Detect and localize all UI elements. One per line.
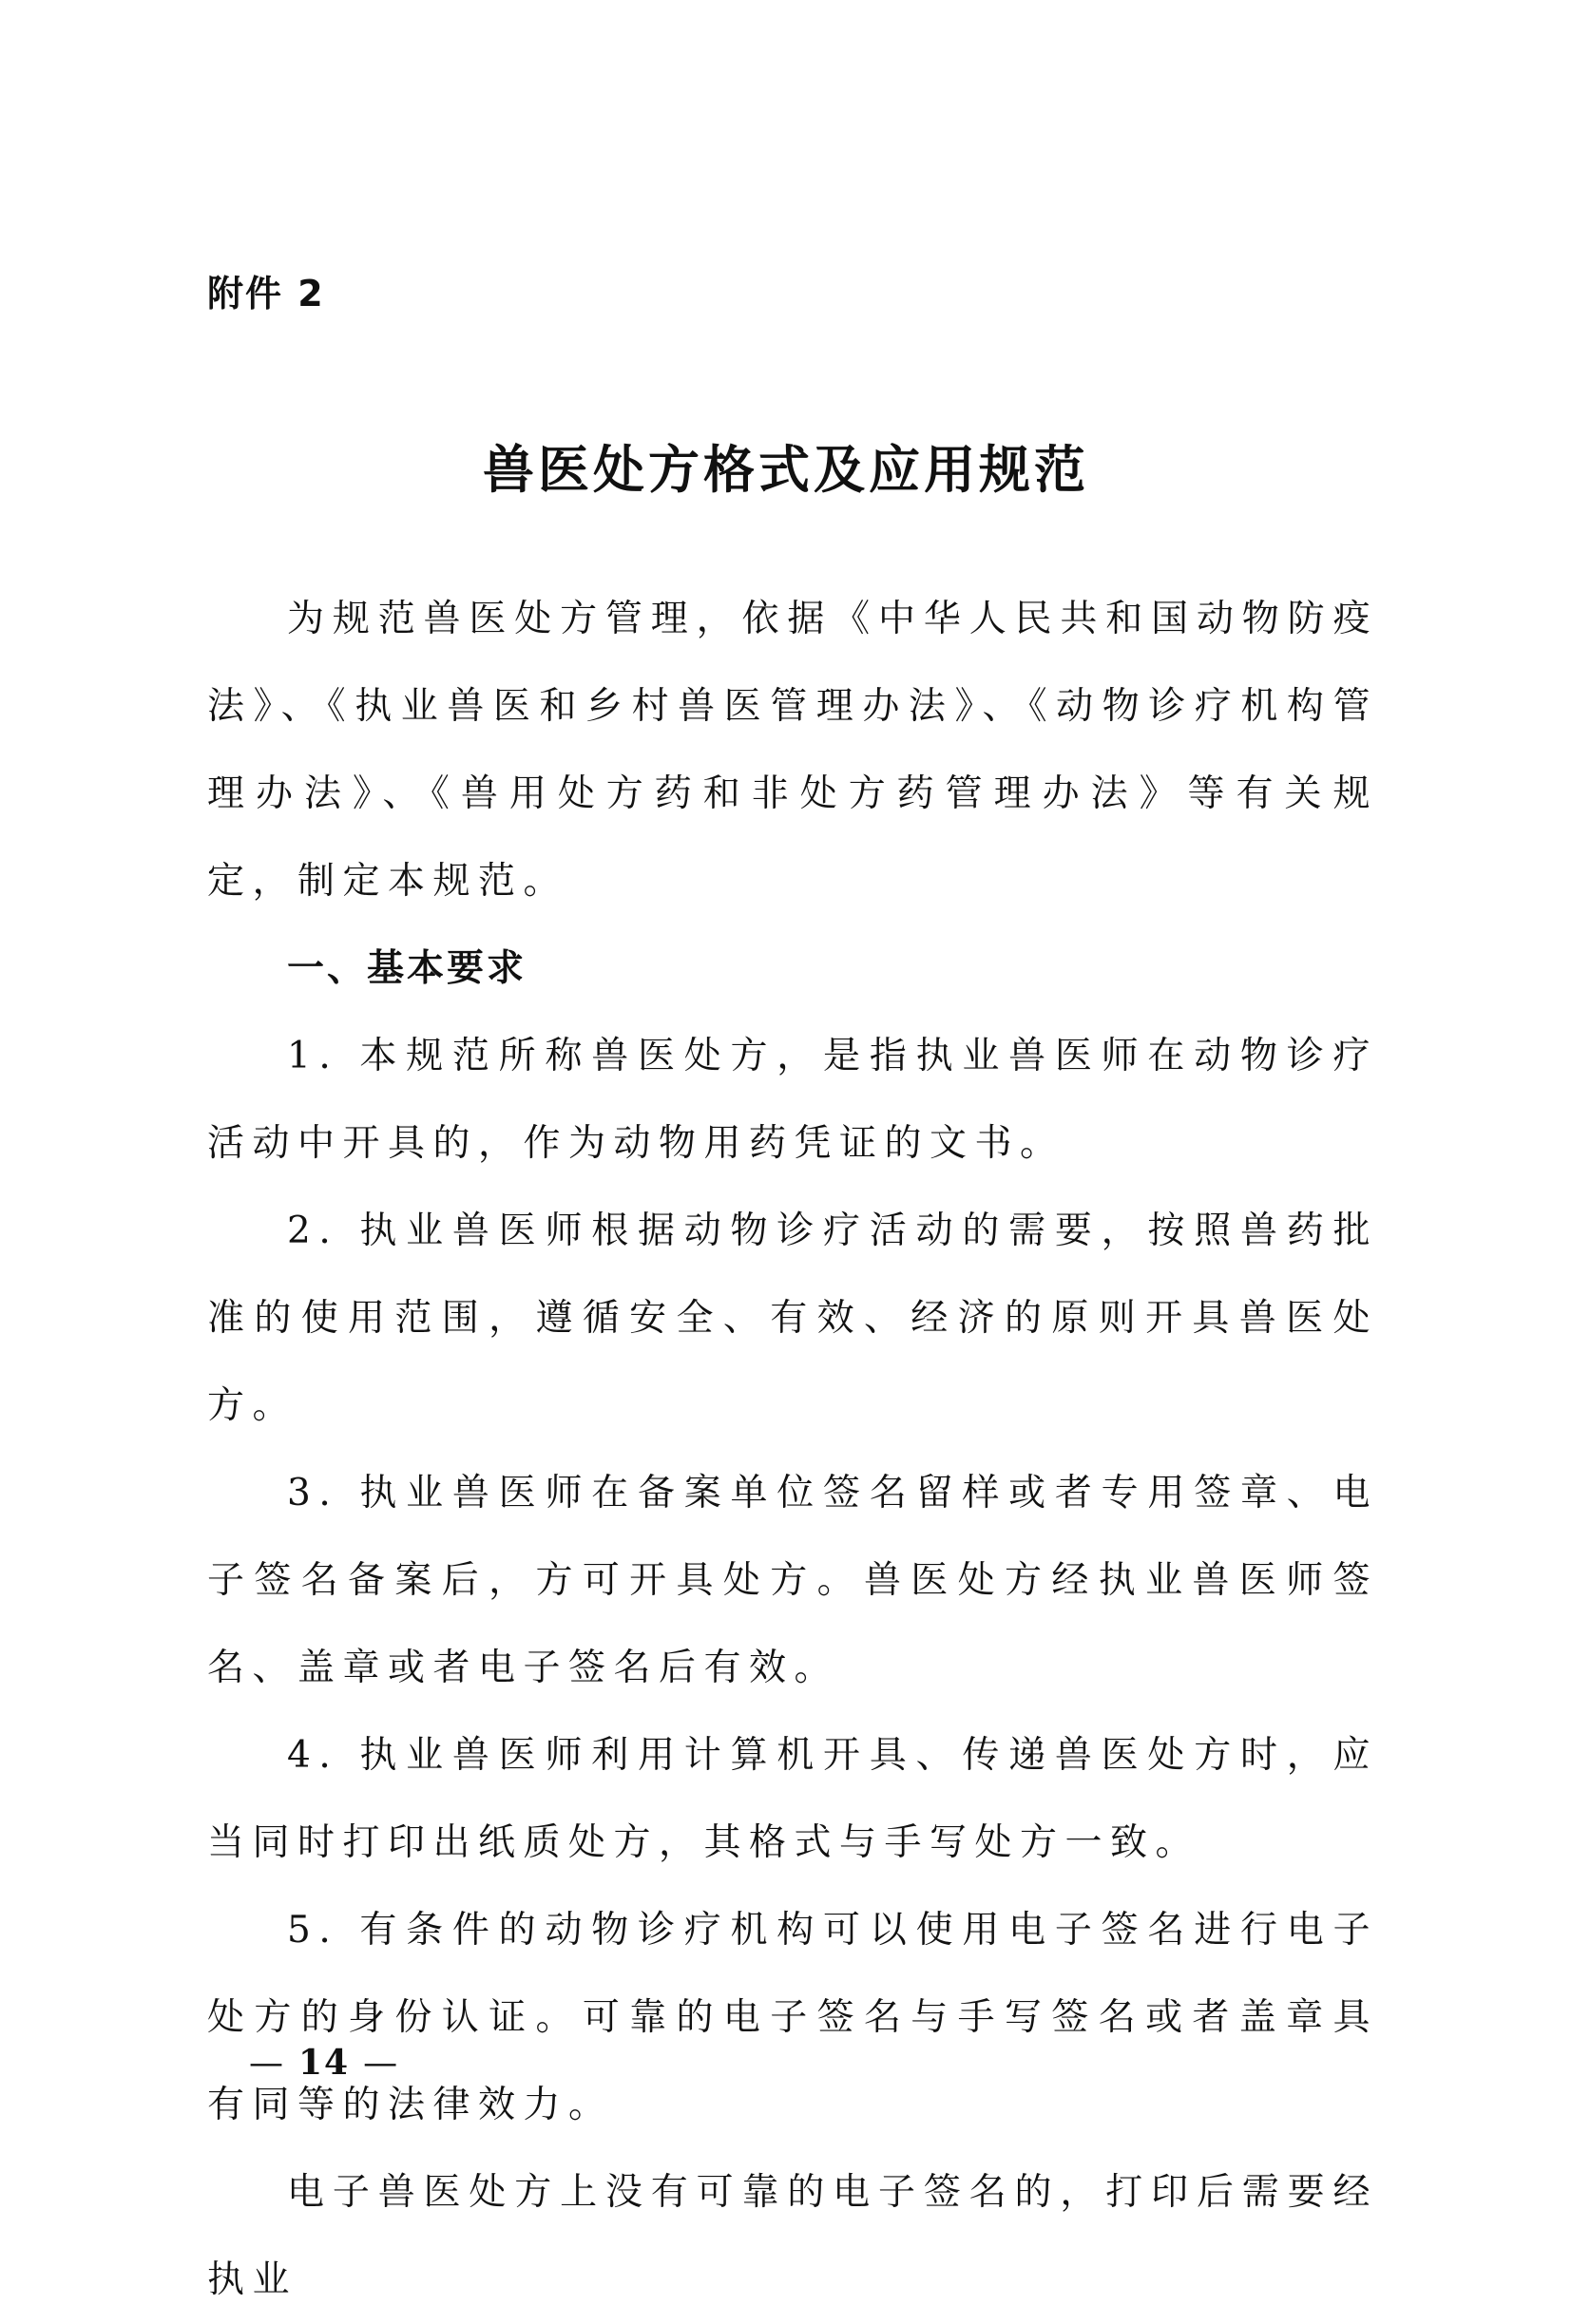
attachment-label: 附件 2	[207, 273, 325, 314]
clause-2-paragraph: 2. 执业兽医师根据动物诊疗活动的需要，按照兽药批准的使用范围，遵循安全、有效、经济的原则开具兽医处方。	[207, 1210, 1378, 1427]
clause-5-paragraph: 5. 有条件的动物诊疗机构可以使用电子签名进行电子处方的身份认证。可靠的电子签名与手写签名或者盖章具有同等的法律效力。	[207, 1909, 1378, 2126]
page-number-dash-left: —	[249, 2044, 285, 2083]
clause-4-paragraph: 4. 执业兽医师利用计算机开具、传递兽医处方时，应当同时打印出纸质处方，其格式与手写处方一致。	[207, 1734, 1378, 1864]
page-number-value: 14	[298, 2043, 351, 2083]
page-number-dash-right: —	[363, 2044, 400, 2083]
section-heading-basic-requirements: 一、基本要求	[287, 947, 527, 990]
page-number	[236, 2043, 412, 2083]
intro-paragraph: 为规范兽医处方管理，依据《中华人民共和国动物防疫法》、《执业兽医和乡村兽医管理办法》、《动物诊疗机构管理办法》、《兽用处方药和非处方药管理办法》等有关规定，制定本规范。	[207, 598, 1378, 903]
clause-1-paragraph: 1. 本规范所称兽医处方，是指执业兽医师在动物诊疗活动中开具的，作为动物用药凭证的文书。	[207, 1035, 1378, 1165]
clause-3-paragraph: 3. 执业兽医师在备案单位签名留样或者专用签章、电子签名备案后，方可开具处方。兽医处方经执业兽医师签名、盖章或者电子签名后有效。	[207, 1472, 1378, 1689]
document-title: 兽医处方格式及应用规范	[483, 440, 1089, 500]
electronic-prescription-paragraph: 电子兽医处方上没有可靠的电子签名的，打印后需要经执业	[207, 2171, 1378, 2301]
